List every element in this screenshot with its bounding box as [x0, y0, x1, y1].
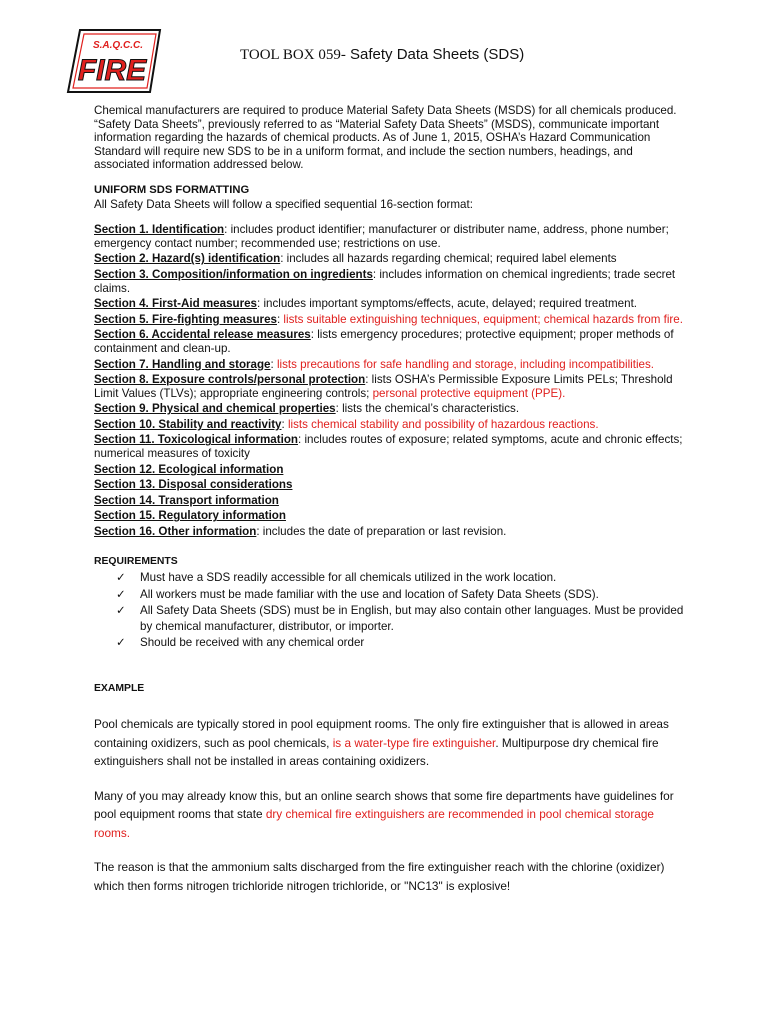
requirement-item [116, 587, 684, 603]
svg-text:S.A.Q.C.C.: S.A.Q.C.C. [92, 40, 144, 51]
section-label: Section 12. Ecological information [94, 462, 284, 476]
section-item [94, 313, 684, 327]
section-label: Section 15. Regulatory information [94, 509, 286, 523]
section-text-highlight: lists chemical stability and possibility of hazardous reactions. [287, 417, 599, 431]
section-label: Section 5. Fire-fighting measures [94, 312, 277, 326]
requirement-item [116, 570, 684, 586]
section-label: Section 8. Exposure controls/personal protection [94, 373, 366, 387]
intro-paragraph: Chemical manufacturers are required to produce Material Safety Data Sheets (MSDS) for all chemicals produced. “Safety Data Sheets”, previously referred to as “Material Safety Data Sheets” (MSDS), communicate important information regarding the hazards of chemical products. As of June 1, 2015, OSHA’s Hazard Communication Standard will require new SDS to be in a uniform format, and include the section numbers, headings, and associated information addressed below. [94, 104, 677, 172]
requirements-heading: REQUIREMENTS [94, 555, 178, 567]
section-item [94, 494, 684, 508]
section-text: : includes important symptoms/effects, acute, delayed; required treatment. [257, 297, 638, 311]
section-text: : includes routes of exposure; related symptoms, acute and chronic effects; numerical measures of toxicity [94, 433, 683, 461]
uniform-heading: UNIFORM SDS FORMATTING [94, 183, 250, 196]
section-text-highlight: lists suitable extinguishing techniques, equipment; chemical hazards from fire. [283, 312, 683, 326]
section-text-highlight: personal protective equipment (PPE). [372, 386, 566, 400]
section-label: Section 13. Disposal considerations [94, 478, 293, 492]
example-paragraph-2: Many of you may already know this, but an online search shows that some fire departments have guidelines for pool equipment rooms that state dry chemical fire extinguishers are recommended in pool chemical storage rooms. [94, 788, 674, 840]
uniform-subtitle: All Safety Data Sheets will follow a specified sequential 16-section format: [94, 197, 473, 211]
requirement-item [116, 603, 684, 636]
section-label: Section 14. Transport information [94, 493, 279, 507]
example-paragraph-3: The reason is that the ammonium salts discharged from the fire extinguisher reach with the chlorine (oxidizer) which then forms nitrogen trichloride nitrogen trichloride, or "NC13" is explosive! [94, 860, 665, 893]
checkmark-icon: ✓ [116, 571, 126, 585]
requirement-text: All workers must be made familiar with the use and location of Safety Data Sheets (SDS). [140, 587, 599, 601]
section-item [94, 223, 684, 250]
section-item [94, 252, 684, 266]
requirements-list [116, 570, 684, 651]
section-text-highlight: lists precautions for safe handling and storage, including incompatibilities. [276, 357, 654, 371]
section-item [94, 328, 684, 355]
section-text: : [281, 417, 288, 431]
svg-text:FIRE: FIRE [77, 54, 147, 87]
section-item [94, 297, 684, 311]
section-item [94, 358, 684, 372]
requirement-text: All Safety Data Sheets (SDS) must be in English, but may also contain other languages. Must be provided by chemical manufacturer, distributor, or importer. [140, 603, 684, 634]
section-item [94, 418, 684, 432]
checkmark-icon: ✓ [116, 636, 126, 650]
section-label: Section 6. Accidental release measures [94, 328, 311, 342]
page-title [240, 46, 524, 64]
section-label: Section 16. Other information [94, 525, 257, 539]
section-label: Section 10. Stability and reactivity [94, 417, 282, 431]
title-main: Safety Data Sheets (SDS) [345, 46, 525, 63]
section-text: : [276, 312, 284, 326]
saqcc-fire-logo [66, 28, 162, 94]
section-text: : lists the chemical’s characteristics. [335, 402, 520, 416]
section-label: Section 4. First-Aid measures [94, 297, 258, 311]
checkmark-icon: ✓ [116, 603, 126, 617]
section-label: Section 9. Physical and chemical properties [94, 402, 336, 416]
section-item [94, 463, 684, 477]
section-label: Section 1. Identification [94, 223, 225, 237]
checkmark-icon: ✓ [116, 587, 126, 601]
section-text: : lists OSHA’s Permissible Exposure Limits PELs; Threshold Limit Values (TLVs); appropriate engineering controls; [94, 373, 673, 400]
section-item [94, 373, 684, 400]
section-item [94, 478, 684, 492]
sections-list [94, 223, 684, 538]
title-prefix: TOOL BOX 059- [240, 47, 346, 63]
section-text: : includes the date of preparation or last revision. [256, 525, 507, 539]
requirement-text: Must have a SDS readily accessible for all chemicals utilized in the work location. [140, 571, 557, 585]
section-item [94, 402, 684, 416]
requirement-item [116, 635, 684, 651]
section-label: Section 3. Composition/information on ingredients [94, 267, 373, 281]
section-label: Section 7. Handling and storage [94, 357, 271, 371]
document-body [94, 104, 684, 895]
section-label: Section 11. Toxicological information [94, 433, 298, 447]
section-text: : [270, 357, 277, 371]
section-text: : includes information on chemical ingredients; trade secret claims. [94, 267, 676, 295]
section-text: : includes product identifier; manufacturer or distributer name, address, phone number; emergency contact number; recommended use; restrictions on use. [94, 223, 669, 250]
section-item [94, 433, 684, 460]
requirement-text: Should be received with any chemical order [140, 636, 365, 650]
section-item [94, 509, 684, 523]
section-text: : lists emergency procedures; protective equipment; proper methods of containment and clean-up. [94, 328, 674, 355]
section-item [94, 268, 684, 295]
section-text: : includes all hazards regarding chemical; required label elements [280, 252, 617, 266]
section-item [94, 525, 684, 539]
example-paragraph-1: Pool chemicals are typically stored in pool equipment rooms. The only fire extinguisher that is allowed in areas containing oxidizers, such as pool chemicals, is a water-type fire extinguisher. Multipurpose dry chemical fire extinguishers shall not be installed in areas containing oxidizers. [94, 717, 669, 769]
example-heading: EXAMPLE [94, 682, 145, 694]
section-label: Section 2. Hazard(s) identification [94, 252, 281, 266]
